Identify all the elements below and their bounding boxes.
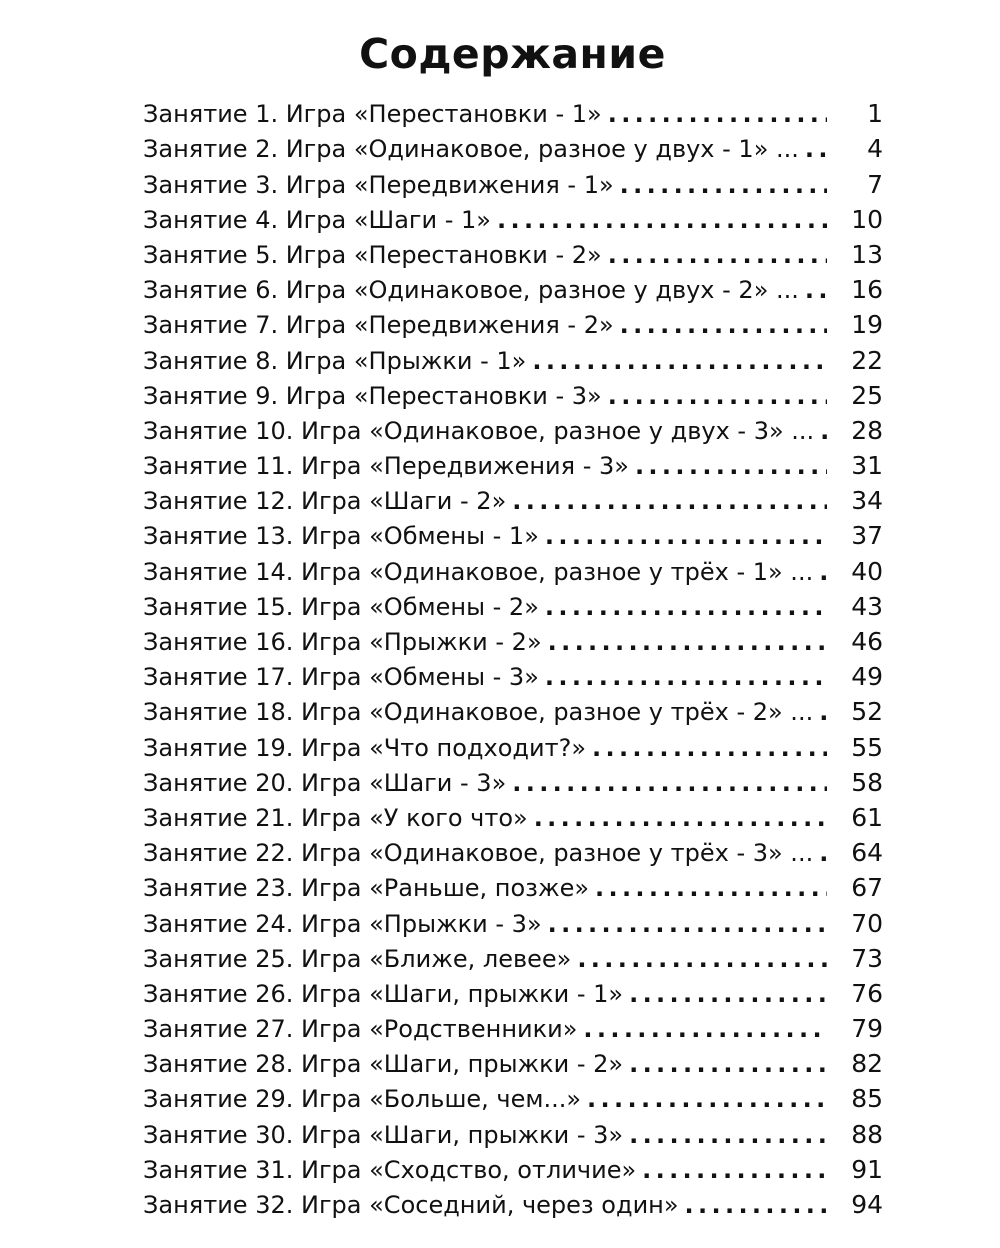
dot-leader bbox=[608, 381, 827, 411]
dot-leader bbox=[805, 275, 827, 305]
toc-entry-label: Занятие 22. Игра «Одинаковое, разное у трёх - 3» ... bbox=[143, 839, 814, 868]
toc-entry-label: Занятие 15. Игра «Обмены - 2» bbox=[143, 592, 539, 621]
toc-page-number: 13 bbox=[851, 239, 883, 269]
toc-page-number: 43 bbox=[851, 591, 883, 621]
table-of-contents bbox=[143, 94, 883, 1220]
dot-leader bbox=[620, 170, 827, 200]
toc-entry bbox=[143, 798, 883, 833]
toc-entry-label: Занятие 19. Игра «Что подходит?» bbox=[143, 733, 587, 762]
toc-entry bbox=[143, 164, 883, 199]
toc-page-number: 58 bbox=[851, 767, 883, 797]
toc-entry-label: Занятие 2. Игра «Одинаковое, разное у двух - 1» ... bbox=[143, 135, 799, 164]
dot-leader bbox=[820, 416, 827, 446]
dot-leader bbox=[608, 240, 827, 270]
toc-page-number: 37 bbox=[851, 521, 883, 551]
toc-entry bbox=[143, 481, 883, 516]
toc-entry-label: Занятие 29. Игра «Больше, чем...» bbox=[143, 1085, 582, 1114]
toc-entry bbox=[143, 833, 883, 868]
dot-leader bbox=[635, 451, 827, 481]
toc-entry-label: Занятие 11. Игра «Передвижения - 3» bbox=[143, 452, 629, 481]
toc-entry bbox=[143, 622, 883, 657]
dot-leader bbox=[545, 521, 827, 551]
toc-entry bbox=[143, 1079, 883, 1114]
toc-entry bbox=[143, 692, 883, 727]
toc-entry-label: Занятие 31. Игра «Сходство, отличие» bbox=[143, 1155, 637, 1184]
toc-entry bbox=[143, 411, 883, 446]
dot-leader bbox=[819, 697, 827, 727]
toc-entry-label: Занятие 9. Игра «Перестановки - 3» bbox=[143, 381, 602, 410]
toc-entry bbox=[143, 446, 883, 481]
toc-entry bbox=[143, 376, 883, 411]
toc-entry bbox=[143, 551, 883, 586]
toc-entry bbox=[143, 868, 883, 903]
toc-entry-label: Занятие 14. Игра «Одинаковое, разное у трёх - 1» ... bbox=[143, 557, 814, 586]
toc-page-number: 70 bbox=[851, 908, 883, 938]
toc-entry-label: Занятие 32. Игра «Соседний, через один» bbox=[143, 1191, 679, 1219]
toc-entry-label: Занятие 8. Игра «Прыжки - 1» bbox=[143, 346, 527, 375]
toc-page-number: 79 bbox=[851, 1014, 883, 1044]
dot-leader bbox=[512, 768, 827, 798]
toc-entry-label: Занятие 30. Игра «Шаги, прыжки - 3» bbox=[143, 1120, 624, 1149]
toc-entry bbox=[143, 94, 883, 129]
dot-leader bbox=[629, 1120, 827, 1150]
toc-page-number: 67 bbox=[851, 873, 883, 903]
toc-page-number: 1 bbox=[867, 99, 883, 129]
dot-leader bbox=[819, 838, 827, 868]
toc-page-number: 4 bbox=[867, 134, 883, 164]
toc-entry bbox=[143, 270, 883, 305]
toc-page-number: 61 bbox=[851, 802, 883, 832]
toc-entry bbox=[143, 200, 883, 235]
toc-entry-label: Занятие 17. Игра «Обмены - 3» bbox=[143, 663, 539, 692]
toc-entry-label: Занятие 24. Игра «Прыжки - 3» bbox=[143, 909, 542, 938]
dot-leader bbox=[512, 486, 827, 516]
dot-leader bbox=[805, 134, 827, 164]
toc-entry-label: Занятие 25. Игра «Ближе, левее» bbox=[143, 944, 572, 973]
toc-entry-label: Занятие 20. Игра «Шаги - 3» bbox=[143, 768, 507, 797]
toc-entry-label: Занятие 16. Игра «Прыжки - 2» bbox=[143, 628, 542, 656]
toc-page-number: 82 bbox=[851, 1049, 883, 1079]
dot-leader bbox=[532, 346, 827, 376]
toc-entry-label: Занятие 7. Игра «Передвижения - 2» bbox=[143, 311, 614, 340]
dot-leader bbox=[577, 944, 827, 974]
toc-entry-label: Занятие 4. Игра «Шаги - 1» bbox=[143, 205, 491, 234]
dot-leader bbox=[629, 979, 827, 1009]
toc-entry bbox=[143, 727, 883, 762]
toc-entry bbox=[143, 587, 883, 622]
toc-page-number: 46 bbox=[851, 627, 883, 656]
toc-entry bbox=[143, 235, 883, 270]
dot-leader bbox=[534, 803, 827, 833]
toc-page-number: 31 bbox=[851, 451, 883, 481]
toc-entry bbox=[143, 1185, 883, 1220]
toc-page-number: 19 bbox=[851, 310, 883, 340]
dot-leader bbox=[608, 99, 827, 129]
toc-entry-label: Занятие 3. Игра «Передвижения - 1» bbox=[143, 170, 614, 199]
dot-leader bbox=[497, 205, 827, 235]
toc-page-number: 49 bbox=[851, 662, 883, 692]
toc-page-number: 52 bbox=[851, 697, 883, 727]
toc-entry bbox=[143, 340, 883, 375]
dot-leader bbox=[548, 909, 827, 939]
toc-page-number: 28 bbox=[851, 415, 883, 445]
dot-leader bbox=[629, 1049, 827, 1079]
toc-page-number: 88 bbox=[851, 1119, 883, 1149]
toc-entry bbox=[143, 1009, 883, 1044]
toc-page-number: 7 bbox=[867, 169, 883, 199]
toc-page-number: 64 bbox=[851, 838, 883, 868]
page-title: Содержание bbox=[359, 30, 666, 78]
dot-leader bbox=[548, 627, 827, 657]
toc-page-number: 91 bbox=[851, 1154, 883, 1184]
toc-entry bbox=[143, 974, 883, 1009]
toc-entry bbox=[143, 657, 883, 692]
toc-page-number: 73 bbox=[851, 943, 883, 973]
toc-entry-label: Занятие 5. Игра «Перестановки - 2» bbox=[143, 240, 602, 269]
toc-entry bbox=[143, 516, 883, 551]
dot-leader bbox=[685, 1190, 827, 1220]
toc-page-number: 22 bbox=[851, 345, 883, 375]
toc-page-number: 85 bbox=[851, 1084, 883, 1114]
toc-entry-label: Занятие 18. Игра «Одинаковое, разное у трёх - 2» ... bbox=[143, 698, 814, 727]
toc-page-number: 40 bbox=[851, 556, 883, 586]
toc-entry-label: Занятие 26. Игра «Шаги, прыжки - 1» bbox=[143, 979, 624, 1008]
toc-entry-label: Занятие 28. Игра «Шаги, прыжки - 2» bbox=[143, 1050, 624, 1079]
dot-leader bbox=[819, 557, 827, 587]
toc-entry-label: Занятие 23. Игра «Раньше, позже» bbox=[143, 874, 590, 903]
dot-leader bbox=[583, 1014, 827, 1044]
toc-page-number: 94 bbox=[851, 1190, 883, 1219]
dot-leader bbox=[642, 1155, 827, 1185]
dot-leader bbox=[595, 873, 827, 903]
toc-page-number: 16 bbox=[851, 275, 883, 305]
toc-entry-label: Занятие 21. Игра «У кого что» bbox=[143, 803, 528, 832]
toc-entry-label: Занятие 13. Игра «Обмены - 1» bbox=[143, 522, 539, 551]
toc-entry bbox=[143, 763, 883, 798]
dot-leader bbox=[545, 592, 827, 622]
dot-leader bbox=[545, 662, 827, 692]
toc-entry-label: Занятие 10. Игра «Одинаковое, разное у двух - 3» ... bbox=[143, 416, 815, 445]
dot-leader bbox=[587, 1084, 827, 1114]
dot-leader bbox=[620, 310, 827, 340]
toc-page-number: 25 bbox=[851, 380, 883, 410]
toc-entry bbox=[143, 1150, 883, 1185]
toc-entry bbox=[143, 1114, 883, 1149]
toc-page-number: 34 bbox=[851, 486, 883, 516]
toc-entry bbox=[143, 1044, 883, 1079]
toc-page-number: 76 bbox=[851, 978, 883, 1008]
dot-leader bbox=[592, 733, 827, 763]
toc-entry-label: Занятие 12. Игра «Шаги - 2» bbox=[143, 487, 507, 516]
toc-entry bbox=[143, 939, 883, 974]
toc-entry-label: Занятие 1. Игра «Перестановки - 1» bbox=[143, 100, 602, 129]
toc-entry bbox=[143, 903, 883, 938]
toc-entry-label: Занятие 27. Игра «Родственники» bbox=[143, 1015, 578, 1044]
toc-entry bbox=[143, 129, 883, 164]
toc-page-number: 55 bbox=[851, 732, 883, 762]
toc-entry-label: Занятие 6. Игра «Одинаковое, разное у двух - 2» ... bbox=[143, 276, 799, 305]
toc-entry bbox=[143, 305, 883, 340]
toc-page-number: 10 bbox=[851, 204, 883, 234]
